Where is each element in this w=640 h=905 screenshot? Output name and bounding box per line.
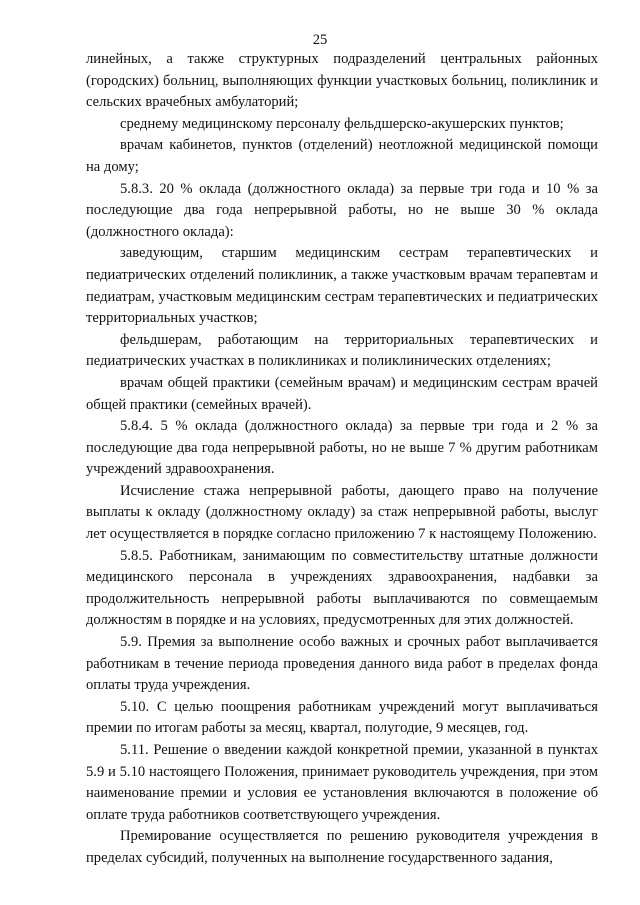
paragraph: врачам кабинетов, пунктов (отделений) неотложной медицинской помощи на дому; xyxy=(86,137,598,175)
paragraph: линейных, а также структурных подразделений центральных районных (городских) больниц, выполняющих функции участковых больниц, поликлиник и сельских врачебных амбулаторий; xyxy=(86,51,598,111)
paragraph: Исчисление стажа непрерывной работы, дающего право на получение выплаты к окладу (должностному окладу) за стаж непрерывной работы, выслуг лет осуществляется в порядке согласно приложению 7 к настоящему Положению. xyxy=(86,482,598,543)
paragraph: Премирование осуществляется по решению руководителя учреждения в пределах субсидий, полученных на выполнение государственного задания, xyxy=(86,828,598,866)
document-body xyxy=(86,49,598,870)
paragraph: врачам общей практики (семейным врачам) и медицинским сестрам врачей общей практики (семейных врачей). xyxy=(86,374,598,413)
paragraph: 5.9. Премия за выполнение особо важных и срочных работ выплачивается работникам в течение периода проведения данного вида работ в пределах фонда оплаты труда учреждения. xyxy=(86,634,598,694)
paragraph: 5.8.4. 5 % оклада (должностного оклада) за первые три года и 2 % за последующие два года непрерывной работы, но не выше 7 % другим работникам учреждений здравоохранения. xyxy=(86,418,598,478)
paragraph: среднему медицинскому персоналу фельдшерско-акушерских пунктов; xyxy=(120,115,564,132)
page-number: 25 xyxy=(312,32,328,48)
paragraph: 5.8.3. 20 % оклада (должностного оклада) за первые три года и 10 % за последующие два года непрерывной работы, но не выше 30 % оклада (должностного оклада): xyxy=(86,180,598,240)
paragraph: 5.8.5. Работникам, занимающим по совместительству штатные должности медицинского персонала в учреждениях здравоохранения, надбавки за продолжительность непрерывной работы выплачиваются по совмещаемым должностям в порядке и на условиях, предусмотренных для этих должностей. xyxy=(86,547,598,629)
paragraph: 5.11. Решение о введении каждой конкретной премии, указанной в пунктах 5.9 и 5.10 настоящего Положения, принимает руководитель учреждения, при этом наименование премии и условия ее установления включаются в положение об оплате труда работников соответствующего учреждения. xyxy=(86,742,598,823)
paragraph: 5.10. С целью поощрения работникам учреждений могут выплачиваться премии по итогам работы за месяц, квартал, полугодие, 9 месяцев, год. xyxy=(86,698,598,737)
paragraph: заведующим, старшим медицинским сестрам терапевтических и педиатрических отделений поликлиник, а также участковым врачам терапевтам и педиатрам, участковым медицинским сестрам терапевтических и педиатрических территориальных участков; xyxy=(86,245,598,327)
paragraph: фельдшерам, работающим на территориальных терапевтических и педиатрических участках в поликлиниках и поликлинических отделениях; xyxy=(86,331,598,370)
